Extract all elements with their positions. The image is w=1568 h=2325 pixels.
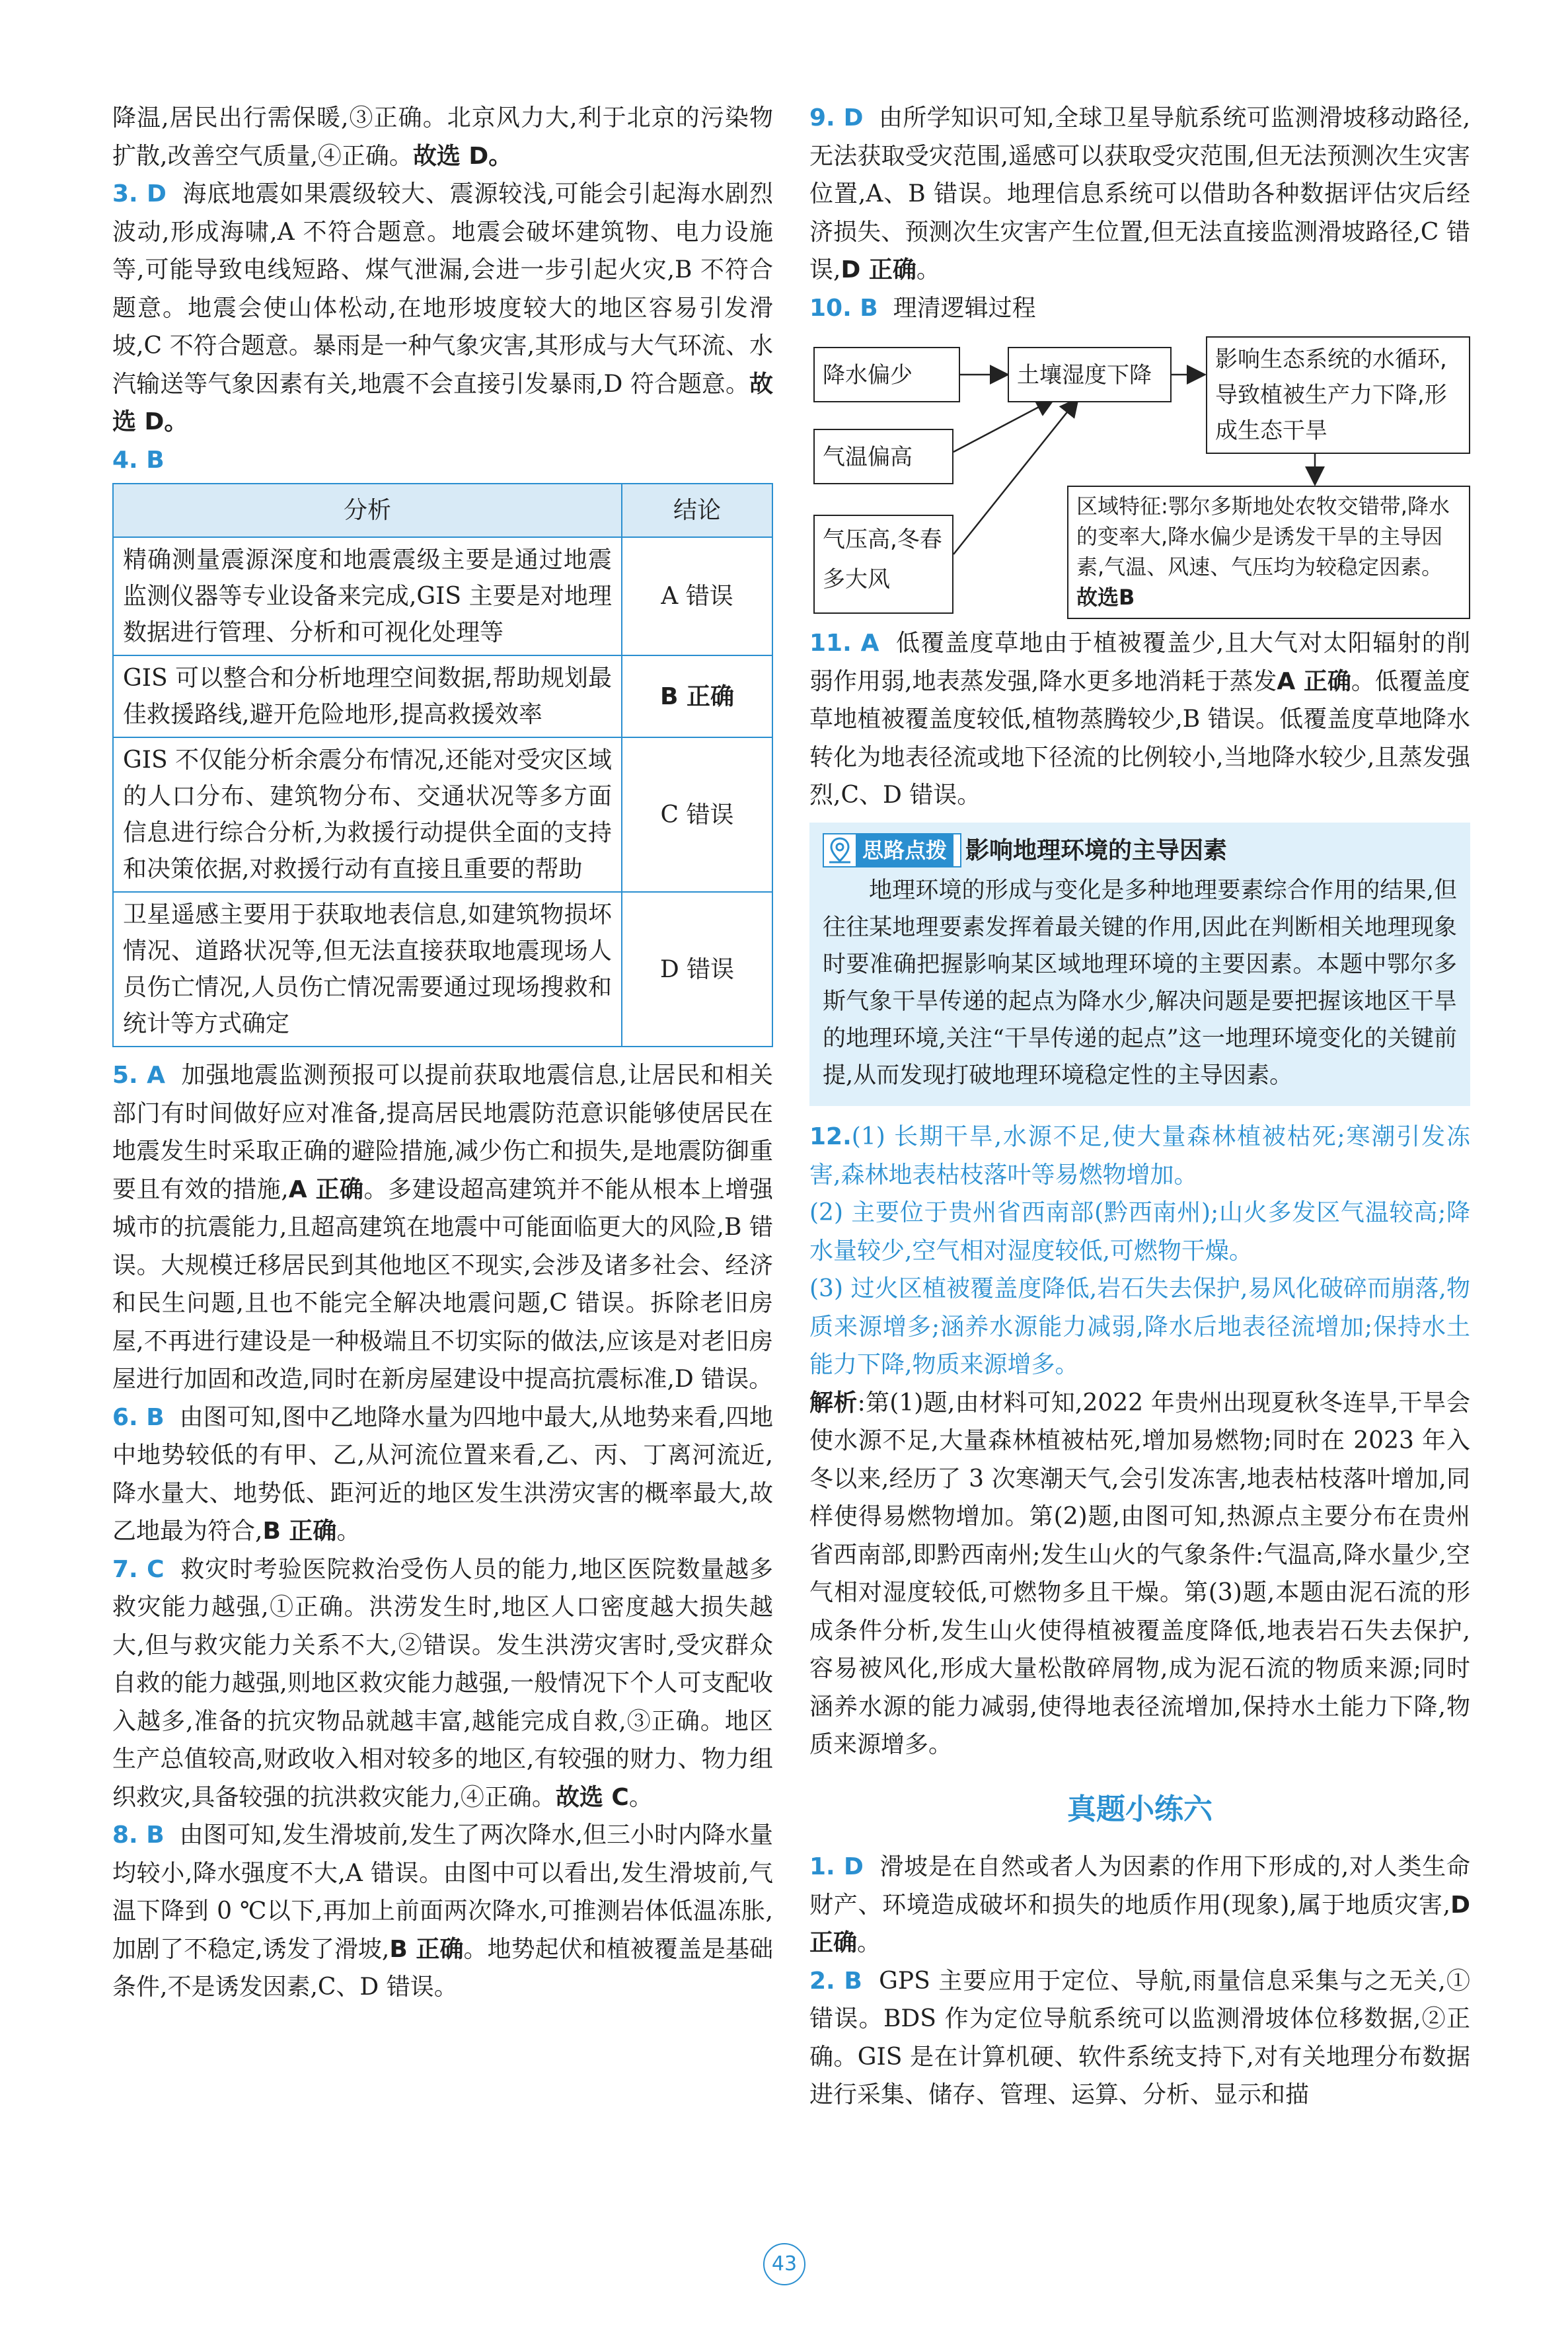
answer-7: 7. C 救灾时考验医院救治受伤人员的能力,地区医院数量越多救灾能力越强,①正确。洪涝发生时,地区人口密度越大损失越大,但与救灾能力关系不大,②错误。发生洪涝灾害时,受灾群众自救的能力越强,则地区救灾能力越强,一般情况下个人可支配收入越多,准备的抗灾物品就越丰富,越能完成自救,③正确。地区生产总值较高,财政收入相对较多的地区,有较强的财力、物力组织救灾,具备较强的抗洪救灾能力,④正确。故选 C。 <box>112 1555 773 1811</box>
table-cell-conclusion: C 错误 <box>622 737 772 892</box>
table-cell-analysis: 卫星遥感主要用于获取地表信息,如建筑物损坏情况、道路状况等,但无法直接获取地震现场人员伤亡情况,人员伤亡情况需要通过现场搜救和统计等方式确定 <box>113 892 622 1047</box>
answer-number: 11. A <box>809 630 879 657</box>
section-answer-1: 1. D 滑坡是在自然或者人为因素的作用下形成的,对人类生命财产、环境造成破坏和损失的地质作用(现象),属于地质灾害,D 正确。 <box>809 1853 1471 1956</box>
box-wind: 气压高,冬春多大风 <box>813 515 953 614</box>
answer-number: 10. B <box>809 294 878 322</box>
tip-badge <box>823 833 961 867</box>
answer-10: 10. B 理清逻辑过程 <box>809 294 1036 322</box>
table-row <box>113 655 772 737</box>
answer-number: 8. B <box>112 1822 165 1849</box>
page-number: 43 <box>763 2243 805 2285</box>
tip-header <box>823 832 1457 870</box>
answer-number: 7. C <box>112 1555 165 1583</box>
arrow-wind-to-soil <box>953 400 1077 554</box>
answer-12-part3: (3) 过火区植被覆盖度降低,岩石失去保护,易风化破碎而崩落,物质来源增多;涵养水源能力减弱,降水后地表径流增加;保持水土能力下降,物质来源增多。 <box>809 1275 1470 1378</box>
box-soil: 土壤湿度下降 <box>1008 347 1172 402</box>
right-column <box>809 99 1470 2114</box>
tip-text: 地理环境的形成与变化是多种地理要素综合作用的结果,但往往某地理要素发挥着最关键的作用,因此在判断相关地理现象时要准确把握影响某区域地理环境的主要因素。本题中鄂尔多斯气象干旱传递的起点为降水少,解决问题是要把握该地区干旱的地理环境,关注“干旱传递的起点”这一地理环境变化的关键前提,从而发现打破地理环境稳定性的主导因素。 <box>823 877 1457 1089</box>
answer-number: 12. <box>809 1123 852 1150</box>
answer-number: 1. D <box>809 1853 864 1880</box>
section-title: 真题小练六 <box>1067 1792 1213 1826</box>
answer-12-part1: 12.(1) 长期干旱,水源不足,使大量森林植被枯死;寒潮引发冻害,森林地表枯枝落叶等易燃物增加。 <box>809 1123 1470 1189</box>
answer-12-part2: (2) 主要位于贵州省西南部(黔西南州);山火多发区气温较高;降水量较少,空气相对湿度较低,可燃物干燥。 <box>809 1199 1470 1265</box>
tip-box <box>809 823 1470 1107</box>
box-eco: 影响生态系统的水循环,导致植被生产力下降,形成生态干旱 <box>1206 336 1470 454</box>
analysis-table <box>112 483 773 1047</box>
table-header-analysis: 分析 <box>113 484 622 537</box>
table-cell-conclusion: B 正确 <box>622 655 772 737</box>
table-cell-analysis: GIS 不仅能分析余震分布情况,还能对受灾区域的人口分布、建筑物分布、交通状况等多方面信息进行综合分析,为救援行动提供全面的支持和决策依据,对救援行动有直接且重要的帮助 <box>113 737 622 892</box>
box-rain: 降水偏少 <box>813 347 960 402</box>
answer-11: 11. A 低覆盖度草地由于植被覆盖少,且大气对太阳辐射的削弱作用弱,地表蒸发强,降水更多地消耗于蒸发A 正确。低覆盖度草地植被覆盖度较低,植物蒸腾较少,B 错误。低覆盖度草地降水转化为地表径流或地下径流的比例较小,当地降水较少,且蒸发强烈,C、D 错误。 <box>809 630 1471 809</box>
answer-8: 8. B 由图可知,发生滑坡前,发生了两次降水,但三小时内降水量均较小,降水强度不大,A 错误。由图中可以看出,发生滑坡前,气温下降到 0 ℃以下,再加上前面两次降水,可推测岩体低温冻胀,加剧了不稳定,诱发了滑坡,B 正确。地势起伏和植被覆盖是基础条件,不是诱发因素,C、D 错误。 <box>112 1822 773 2001</box>
answer-6: 6. B 由图可知,图中乙地降水量为四地中最大,从地势来看,四地中地势较低的有甲、乙,从河流位置来看,乙、丙、丁离河流近,降水量大、地势低、距河近的地区发生洪涝灾害的概率最大,故乙地最为符合,B 正确。 <box>112 1403 773 1545</box>
table-cell-conclusion: A 错误 <box>622 537 772 655</box>
left-column <box>112 99 773 2007</box>
answer-9: 9. D 由所学知识可知,全球卫星导航系统可监测滑坡移动路径,无法获取受灾范围,遥感可以获取受灾范围,但无法预测次生灾害位置,A、B 错误。地理信息系统可以借助各种数据评估灾后经济损失、预测次生灾害产生位置,但无法直接监测滑坡路径,C 错误,D 正确。 <box>809 104 1471 283</box>
location-pin-icon <box>824 834 856 866</box>
answer-number: 6. B <box>112 1403 165 1431</box>
analysis-label: 解析 <box>809 1389 858 1417</box>
table-header-conclusion: 结论 <box>622 484 772 537</box>
table-row <box>113 737 772 892</box>
answer-number: 5. A <box>112 1062 165 1089</box>
answer-number: 4. B <box>112 446 165 474</box>
table-row <box>113 892 772 1047</box>
answer-12-analysis: 解析:第(1)题,由材料可知,2022 年贵州出现夏秋冬连旱,干旱会使水源不足,大量森林植被枯死,增加易燃物;同时在 2023 年入冬以来,经历了 3 次寒潮天气,会引发冻害,地表枯枝落叶增加,同样使得易燃物增加。第(2)题,由图可知,热源点主要分布在贵州省西南部,即黔西南州;发生山火的气象条件:气温高,降水量少,空气相对湿度较低,可燃物多且干燥。第(3)题,本题由泥石流的形成条件分析,发生山火使得植被覆盖度降低,地表岩石失去保护,容易被风化,形成大量松散碎屑物,成为泥石流的物质来源;同时涵养水源的能力减弱,使得地表径流增加,保持水土能力下降,物质来源增多。 <box>809 1389 1470 1758</box>
table-cell-conclusion: D 错误 <box>622 892 772 1047</box>
answer-number: 9. D <box>809 104 864 131</box>
answer-number: 3. D <box>112 180 167 207</box>
logic-flow-diagram <box>809 336 1470 620</box>
box-region: 区域特征:鄂尔多斯地处农牧交错带,降水的变率大,降水偏少是诱发干旱的主导因素,气温、风速、气压均为较稳定因素。故选B <box>1067 486 1470 619</box>
table-row <box>113 537 772 655</box>
table-header-row <box>113 484 772 537</box>
answer-number: 2. B <box>809 1967 862 1995</box>
tip-title: 影响地理环境的主导因素 <box>965 836 1228 864</box>
table-cell-analysis: 精确测量震源深度和地震震级主要是通过地震监测仪器等专业设备来完成,GIS 主要是对地理数据进行管理、分析和可视化处理等 <box>113 537 622 655</box>
answer-5: 5. A 加强地震监测预报可以提前获取地震信息,让居民和相关部门有时间做好应对准备,提高居民地震防范意识能够使居民在地震发生时采取正确的避险措施,减少伤亡和损失,是地震防御重要且有效的措施,A 正确。多建设超高建筑并不能从根本上增强城市的抗震能力,且超高建筑在地震中可能面临更大的风险,B 错误。大规模迁移居民到其他地区不现实,会涉及诸多社会、经济和民生问题,且也不能完全解决地震问题,C 错误。拆除老旧房屋,不再进行建设是一种极端且不切实际的做法,应该是对老旧房屋进行加固和改造,同时在新房屋建设中提高抗震标准,D 错误。 <box>112 1062 774 1393</box>
answer-4 <box>112 441 773 480</box>
tip-badge-label: 思路点拨 <box>856 834 953 866</box>
table-cell-analysis: GIS 可以整合和分析地理空间数据,帮助规划最佳救援路线,避开危险地形,提高救援效率 <box>113 655 622 737</box>
arrow-temp-to-soil <box>953 400 1053 452</box>
answer-3: 3. D 海底地震如果震级较大、震源较浅,可能会引起海水剧烈波动,形成海啸,A 不符合题意。地震会破坏建筑物、电力设施等,可能导致电线短路、煤气泄漏,会进一步引起火灾,B 不符合题意。地震会使山体松动,在地形坡度较大的地区容易引发滑坡,C 不符合题意。暴雨是一种气象灾害,其形成与大气环流、水汽输送等气象因素有关,地震不会直接引发暴雨,D 符合题意。故选 D。 <box>112 180 774 435</box>
box-temp: 气温偏高 <box>813 429 953 484</box>
section-answer-2: 2. B GPS 主要应用于定位、导航,雨量信息采集与之无关,①错误。BDS 作为定位导航系统可以监测滑坡体位移数据,②正确。GIS 是在计算机硬、软件系统支持下,对有关地理分布数据进行采集、储存、管理、运算、分析、显示和描 <box>809 1967 1470 2108</box>
paragraph-continued: 降温,居民出行需保暖,③正确。北京风力大,利于北京的污染物扩散,改善空气质量,④正确。故选 D。 <box>112 104 773 170</box>
